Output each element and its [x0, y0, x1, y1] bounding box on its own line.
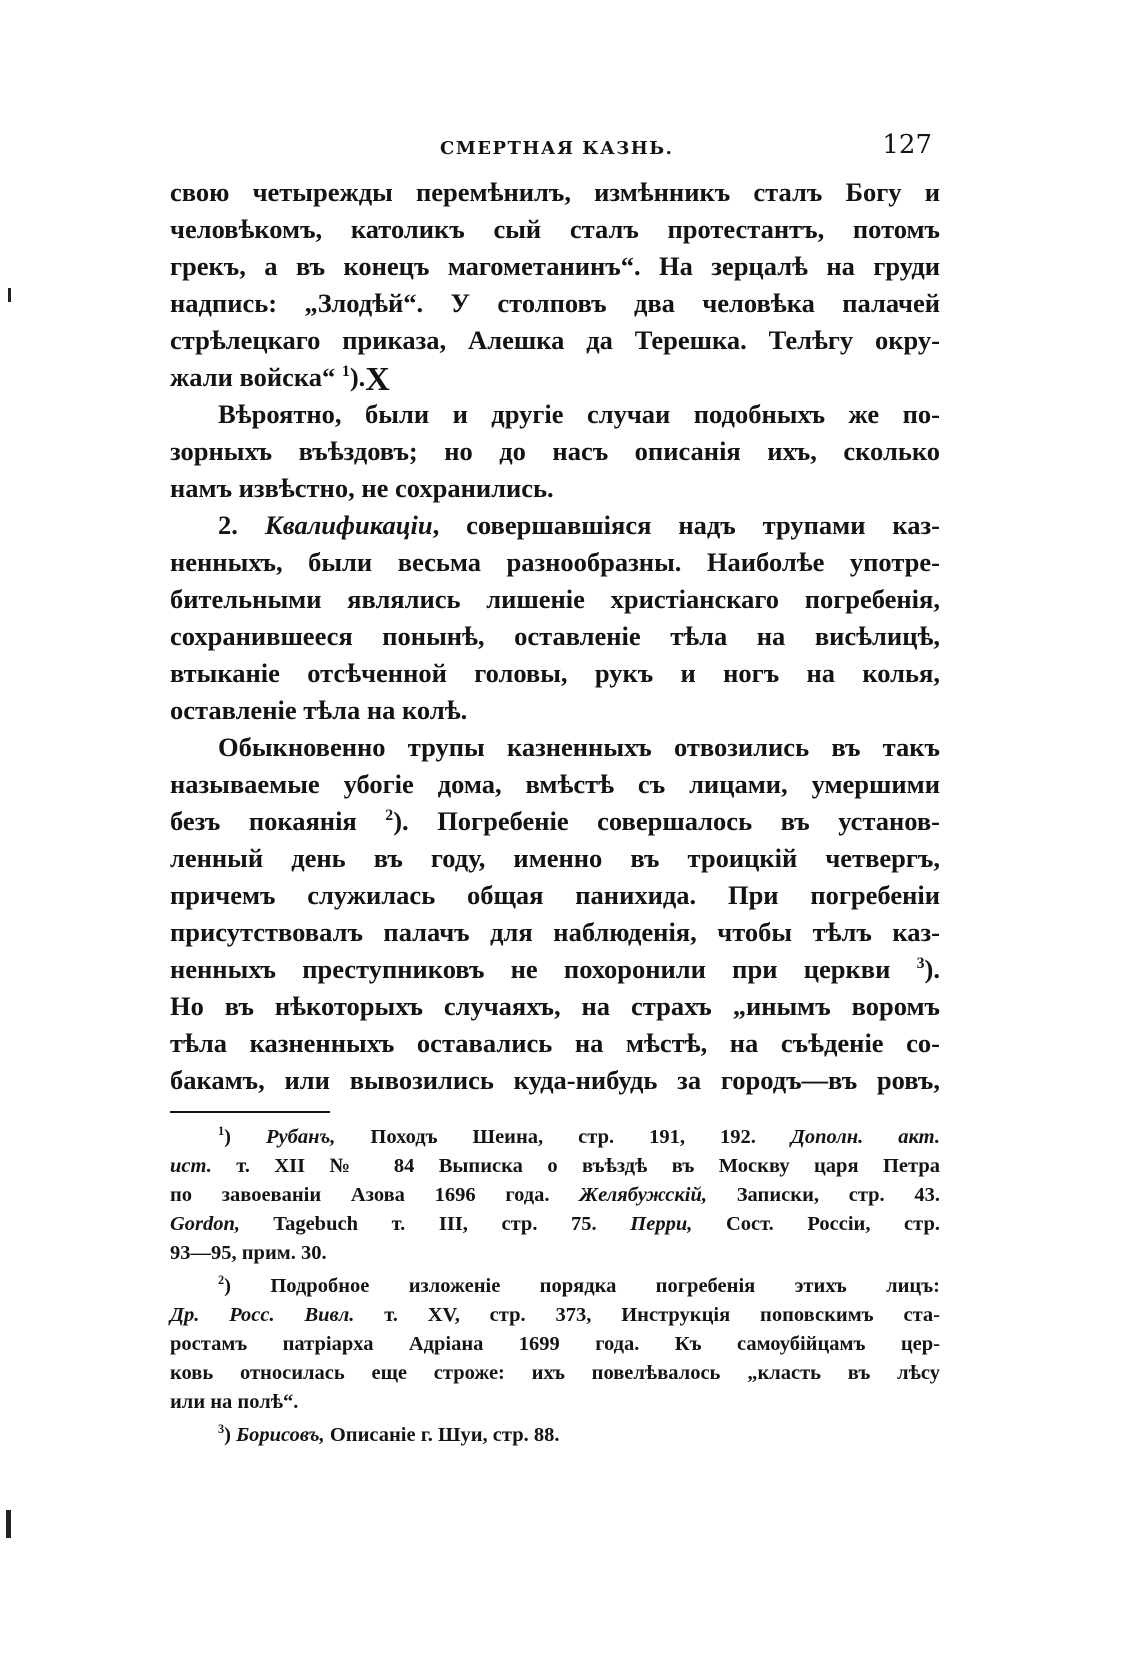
text-line: свою четырежды перемѣнилъ, измѣнникъ сталъ Богу и: [170, 177, 940, 207]
text-fragment: Tagebuch т. III, стр. 75.: [240, 1213, 631, 1235]
text-line: ленный день въ году, именно въ троицкій четвергъ,: [170, 843, 940, 873]
main-text: [170, 174, 940, 1099]
italic-ref: Рубанъ,: [266, 1126, 336, 1148]
text-fragment: безъ покаянія: [170, 806, 386, 836]
text-fragment: по завоеваніи Азова 1696 года.: [170, 1184, 580, 1206]
footnote-line: ростамъ патріарха Адріана 1699 года. Къ самоубійцамъ цер-: [170, 1333, 940, 1355]
text-line: присутствовалъ палачъ для наблюденія, чтобы тѣлъ каз-: [170, 917, 940, 947]
footnote-number: 1: [218, 1124, 225, 1139]
footnote-line: [170, 1181, 940, 1210]
footnotes: [170, 1123, 940, 1450]
text-fragment: ).: [924, 954, 940, 984]
page-number: 127: [882, 130, 932, 160]
text-fragment: 2.: [218, 510, 265, 540]
running-head: [170, 130, 940, 170]
text-fragment: Записки, стр. 43.: [707, 1184, 941, 1206]
footnote-3: [170, 1421, 940, 1450]
footnote-line: или на полѣ“.: [170, 1391, 299, 1413]
text-line: стрѣлецкаго приказа, Алешка да Терешка. Телѣгу окру-: [170, 325, 940, 355]
text-fragment: ).: [349, 362, 366, 392]
text-line: причемъ служилась общая панихида. При погребеніи: [170, 880, 940, 910]
footnote-line: 93—95, прим. 30.: [170, 1242, 327, 1264]
running-title: СМЕРТНАЯ КАЗНЬ.: [440, 138, 674, 159]
footnote-line: [170, 1152, 940, 1181]
text-line: тѣла казненныхъ оставались на мѣстѣ, на съѣденіе со-: [170, 1028, 940, 1058]
text-line: бакамъ, или вывозились куда-нибудь за городъ—въ ровъ,: [170, 1065, 940, 1095]
text-line: надпись: „Злодѣй“. У столповъ два человѣка палачей: [170, 288, 940, 318]
margin-speck-bottom: [6, 1510, 11, 1538]
footnote-ref: 2: [385, 807, 394, 825]
text-fragment: ). Погребеніе совершалось въ установ-: [393, 806, 940, 836]
paragraph-4: [170, 729, 940, 1099]
footnote-ref: 3: [916, 955, 925, 973]
text-line: человѣкомъ, католикъ сый сталъ протестантъ, потомъ: [170, 214, 940, 244]
footnote-number: 2: [218, 1273, 225, 1288]
text-line: называемые убогіе дома, вмѣстѣ съ лицами, умершими: [170, 769, 940, 799]
footnote-line: [170, 1301, 940, 1330]
italic-ref: ист.: [170, 1155, 212, 1177]
text-line: Обыкновенно трупы казненныхъ отвозились въ такъ: [218, 732, 940, 762]
text-fragment: Описаніе г. Шуи, стр. 88.: [324, 1424, 560, 1446]
footnote-line: [170, 1272, 940, 1301]
text-fragment: ненныхъ преступниковъ не похоронили при церкви: [170, 954, 917, 984]
page: [170, 130, 940, 1510]
text-line: намъ извѣстно, не сохранились.: [170, 473, 554, 503]
text-fragment: жали войска“: [170, 362, 342, 392]
text-line: жали войска“ $^1$).X: [170, 361, 390, 398]
margin-speck-top: [8, 288, 11, 302]
footnote-separator: [170, 1111, 330, 1113]
text-fragment: ) Подробное изложеніе порядка погребенія этихъ лицъ:: [224, 1275, 940, 1297]
text-line: бительными являлись лишеніе христіанскаго погребенія,: [170, 584, 940, 614]
text-line: [170, 803, 940, 840]
italic-ref: Gordon,: [170, 1213, 241, 1235]
text-line: [170, 951, 940, 988]
italic-ref: Борисовъ,: [236, 1424, 325, 1446]
footnote-line: ковь относилась еще строже: ихъ повелѣвалось „класть въ лѣсу: [170, 1362, 940, 1384]
text-line: ненныхъ, были весьма разнообразны. Наиболѣе употре-: [170, 547, 940, 577]
italic-ref: Желябужскій,: [579, 1184, 708, 1206]
text-line: зорныхъ въѣздовъ; но до насъ описанія ихъ, сколько: [170, 436, 940, 466]
italic-ref: Др. Росс. Вивл.: [170, 1304, 355, 1326]
paragraph-1: [170, 174, 940, 396]
text-fragment: Походъ Шеина, стр. 191, 192.: [335, 1126, 791, 1148]
footnote-ref: 1: [341, 363, 350, 381]
text-line: сохранившееся понынѣ, оставленіе тѣла на висѣлицѣ,: [170, 621, 940, 651]
footnote-2: [170, 1272, 940, 1417]
text-line: Но въ нѣкоторыхъ случаяхъ, на страхъ „инымъ воромъ: [170, 991, 940, 1021]
text-line: грекъ, а въ конецъ магометанинъ“. На зерцалѣ на груди: [170, 251, 940, 281]
footnote-line: $^1$) Рубанъ, Походъ Шеина, стр. 191, 192. Дополн. акт.: [218, 1124, 940, 1148]
text-fragment: , совершавшіяся надъ трупами каз-: [432, 510, 940, 540]
text-line: [170, 507, 940, 544]
text-fragment: т. XV, стр. 373, Инструкція поповскимъ ста-: [354, 1304, 940, 1326]
paragraph-3: [170, 507, 940, 729]
footnote-1: [170, 1123, 940, 1268]
text-line: втыканіе отсѣченной головы, рукъ и ногъ на колья,: [170, 658, 940, 688]
text-line: Вѣроятно, были и другіе случаи подобныхъ же по-: [218, 399, 940, 429]
footnote-number: 3: [218, 1422, 225, 1437]
paragraph-2: [170, 396, 940, 507]
italic-ref: Дополн. акт.: [790, 1126, 940, 1148]
footnote-line: $^3$) Борисовъ, Описаніе г. Шуи, стр. 88.: [218, 1422, 560, 1446]
text-fragment: Сост. Россіи, стр.: [692, 1213, 941, 1235]
italic-term: Квалификаціи: [264, 510, 433, 540]
text-fragment: т. XII № 84 Выписка о въѣздѣ въ Москву царя Петра: [211, 1155, 940, 1177]
footnote-line: [170, 1210, 940, 1239]
text-line: оставленіе тѣла на колѣ.: [170, 695, 468, 725]
italic-ref: Перри,: [630, 1213, 693, 1235]
